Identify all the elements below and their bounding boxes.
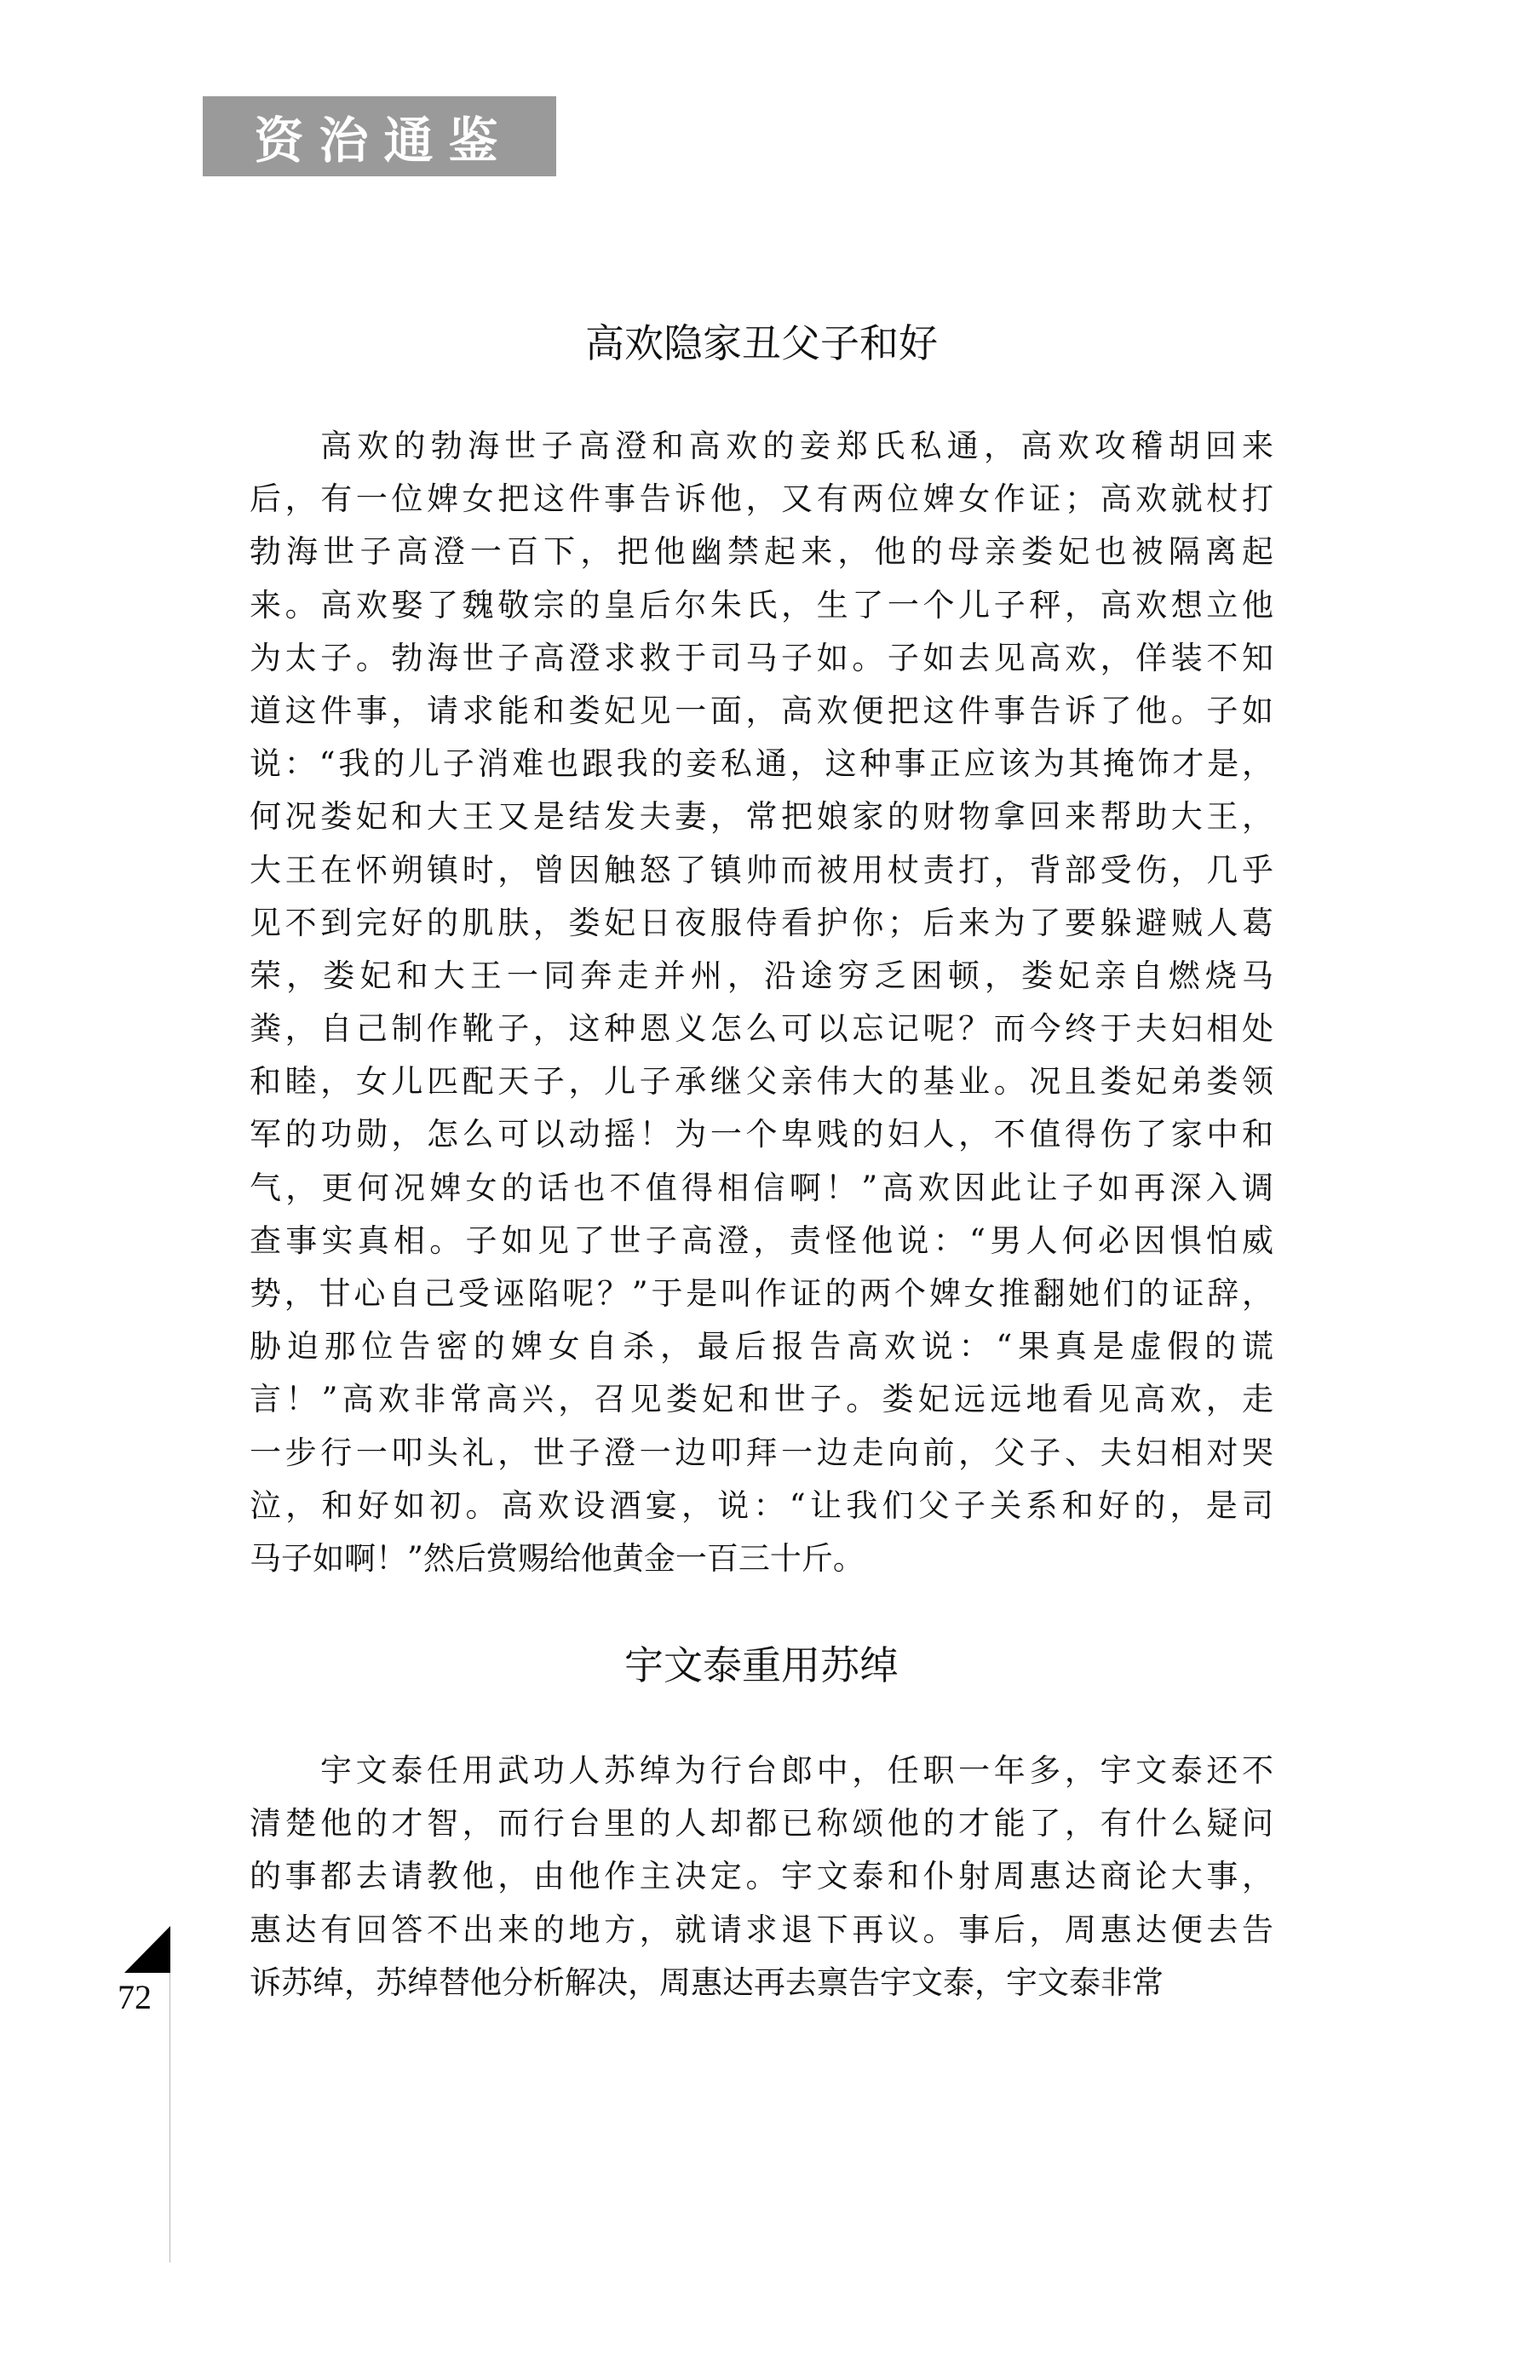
text-line: 和睦，女儿匹配天子，儿子承继父亲伟大的基业。况且娄妃弟娄领 xyxy=(250,1063,1273,1101)
text-line: 来。高欢娶了魏敬宗的皇后尔朱氏，生了一个儿子秤，高欢想立他 xyxy=(250,586,1273,624)
text-line: 清楚他的才智，而行台里的人却都已称颂他的才能了，有什么疑问 xyxy=(250,1805,1273,1842)
book-title: 资治通鉴 xyxy=(254,112,514,170)
text-line: 道这件事，请求能和娄妃见一面，高欢便把这件事告诉了他。子如 xyxy=(250,692,1273,729)
text-line: 胁迫那位告密的婢女自杀，最后报告高欢说：“果真是虚假的谎 xyxy=(250,1328,1273,1365)
text-line: 后，有一位婢女把这件事告诉他，又有两位婢女作证；高欢就杖打 xyxy=(250,480,1273,518)
text-line: 荣，娄妃和大王一同奔走并州，沿途穷乏困顿，娄妃亲自燃烧马 xyxy=(250,957,1273,994)
text-line: 为太子。勃海世子高澄求救于司马子如。子如去见高欢，佯装不知 xyxy=(250,639,1273,676)
text-line: 何况娄妃和大王又是结发夫妻，常把娘家的财物拿回来帮助大王， xyxy=(250,798,1273,836)
text-line: 势，甘心自己受诬陷呢？”于是叫作证的两个婢女推翻她们的证辞， xyxy=(250,1275,1273,1312)
text-line: 言！”高欢非常高兴，召见娄妃和世子。娄妃远远地看见高欢，走 xyxy=(250,1381,1273,1418)
text-line: 见不到完好的肌肤，娄妃日夜服侍看护你；后来为了要躲避贼人葛 xyxy=(250,904,1273,941)
text-line: 高欢的勃海世子高澄和高欢的妾郑氏私通，高欢攻稽胡回来 xyxy=(320,428,1273,464)
page-corner-triangle xyxy=(124,1926,170,1973)
text-line: 宇文泰任用武功人苏绰为行台郎中，任职一年多，宇文泰还不 xyxy=(320,1752,1273,1789)
text-line: 说：“我的儿子消难也跟我的妾私通，这种事正应该为其掩饰才是， xyxy=(250,745,1273,783)
text-line: 气，更何况婢女的话也不值得相信啊！”高欢因此让子如再深入调 xyxy=(250,1169,1273,1206)
text-line: 查事实真相。子如见了世子高澄，责怪他说：“男人何必因惧怕威 xyxy=(250,1222,1273,1259)
text-line: 惠达有回答不出来的地方，就请求退下再议。事后，周惠达便去告 xyxy=(250,1911,1273,1948)
text-line: 诉苏绰，苏绰替他分析解决，周惠达再去禀告宇文泰，宇文泰非常 xyxy=(250,1963,1164,2001)
section-paragraph xyxy=(250,420,1273,1585)
section-paragraph xyxy=(250,1745,1273,2009)
text-line: 勃海世子高澄一百下，把他幽禁起来，他的母亲娄妃也被隔离起 xyxy=(250,533,1273,571)
text-line: 泣，和好如初。高欢设酒宴，说：“让我们父子关系和好的，是司 xyxy=(250,1486,1273,1524)
book-title-banner xyxy=(203,96,556,176)
text-line: 的事都去请教他，由他作主决定。宇文泰和仆射周惠达商论大事， xyxy=(250,1858,1273,1895)
text-line: 马子如啊！”然后赏赐给他黄金一百三十斤。 xyxy=(250,1539,865,1577)
text-line: 粪，自己制作靴子，这种恩义怎么可以忘记呢？而今终于夫妇相处 xyxy=(250,1010,1273,1048)
text-line: 军的功勋，怎么可以动摇！为一个卑贱的妇人，不值得伤了家中和 xyxy=(250,1116,1273,1153)
section-title: 高欢隐家丑父子和好 xyxy=(585,320,938,366)
section-title: 宇文泰重用苏绰 xyxy=(624,1642,899,1688)
page-number: 72 xyxy=(118,1978,152,2016)
text-line: 大王在怀朔镇时，曾因触怒了镇帅而被用杖责打，背部受伤，几乎 xyxy=(250,851,1273,888)
text-line: 一步行一叩头礼，世子澄一边叩拜一边走向前，父子、夫妇相对哭 xyxy=(250,1434,1273,1471)
